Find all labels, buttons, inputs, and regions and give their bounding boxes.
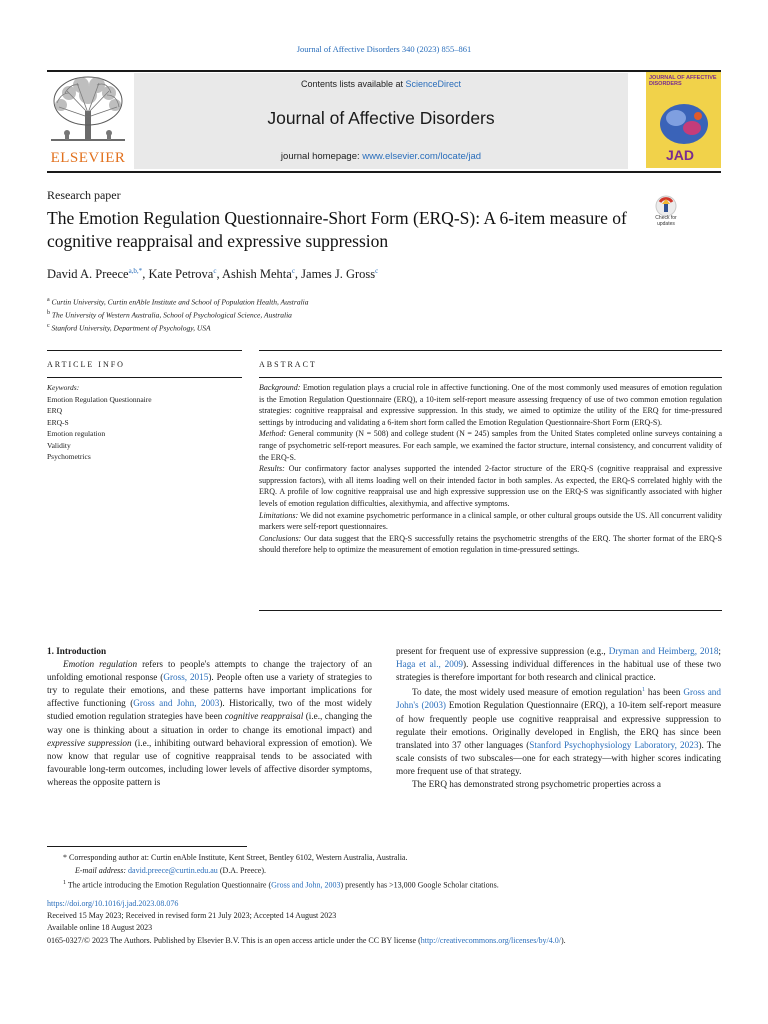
sciencedirect-link[interactable]: ScienceDirect bbox=[405, 79, 462, 89]
elsevier-tree-icon bbox=[47, 73, 129, 151]
paragraph: Emotion regulation refers to people's attempts to change the trajectory of an unfolding emotional response (Gross, 2015). People often use a variety of strategies to try to regulate their emotions, and these patterns have important implications for affective functioning (Gross and John, 2003). Historically, two of the most widely studied emotion regulation strategies have been cognitive reappraisal (i.e., changing the way one is thinking about a situation in order to change its emotional impact) and expressive suppression (i.e., inhibiting outward behavioral expression of emotion). We now know that regular use of cognitive reappraisal tends to be associated with favourable long-term outcomes, including lower levels of affective disorder symptoms, whereas the opposite pattern is bbox=[47, 659, 373, 787]
citation-link[interactable]: Haga et al., 2009 bbox=[396, 659, 464, 670]
author[interactable]: David A. Preece$^{a,b,*}$ bbox=[47, 267, 143, 282]
journal-banner bbox=[134, 73, 628, 169]
citation-link[interactable]: Gross and John, 2003 bbox=[271, 880, 341, 890]
citation-link[interactable]: Stanford Psychophysiology Laboratory, 2023 bbox=[529, 739, 699, 750]
available-online: Available online 18 August 2023 bbox=[47, 923, 153, 933]
journal-name: Journal of Affective Disorders bbox=[267, 108, 495, 128]
check-for-updates-badge[interactable] bbox=[648, 194, 684, 230]
homepage-link[interactable]: www.elsevier.com/locate/jad bbox=[362, 151, 482, 162]
doi-link[interactable]: https://doi.org/10.1016/j.jad.2023.08.076 bbox=[47, 899, 179, 908]
citation-link[interactable]: Gross, 2015 bbox=[163, 672, 209, 683]
cover-logo-text: JAD bbox=[666, 147, 695, 163]
section-heading: 1. Introduction bbox=[47, 646, 107, 656]
journal-cover-thumbnail[interactable] bbox=[646, 72, 721, 168]
abstract-results: Results: Our confirmatory factor analyses supported the intended 2-factor structure of the ERQ-S (cognitive reappraisal and expressive suppression factors), with all items loading well on their intended factor in both samples. As expected, the ERQ-S correlated highly with the ERQ. A profile of low cognitive reappraisal use and high expressive suppression use on the ERQ-S was significantly associated with higher levels of emotion regulation difficulties, alexithymia, and affective symptoms. bbox=[259, 464, 722, 508]
cover-brain-icon bbox=[646, 72, 721, 168]
article-info-heading: ARTICLE INFO bbox=[47, 360, 125, 369]
author[interactable]: James J. Gross$^c$ bbox=[301, 267, 379, 282]
keyword: Psychometrics bbox=[47, 452, 91, 461]
keyword: ERQ-S bbox=[47, 417, 69, 427]
divider bbox=[259, 610, 722, 611]
affiliation: $^a$ Curtin University, Curtin enAble Institute and School of Population Health, Australia bbox=[47, 297, 309, 307]
elsevier-logo[interactable] bbox=[47, 73, 129, 169]
article-title: The Emotion Regulation Questionnaire-Short Form (ERQ-S): A 6-item measure of cognitive reappraisal and expressive suppression bbox=[47, 208, 627, 251]
body-column-right bbox=[396, 645, 721, 791]
received-dates: Received 15 May 2023; Received in revised form 21 July 2023; Accepted 14 August 2023 bbox=[47, 911, 337, 921]
affiliations bbox=[47, 295, 647, 334]
footnotes bbox=[47, 852, 727, 892]
keywords-label: Keywords: bbox=[47, 383, 80, 392]
paragraph: To date, the most widely used measure of emotion regulation$^1$ has been Gross and John's (2003) Emotion Regulation Questionnaire (ERQ), a 10-item self-report measure of how frequently people use cognitive reappraisal and expressive suppression to regulate their emotions. Originally developed in English, the ERQ has since been translated into 37 other languages (Stanford Psychophysiology Laboratory, 2023). The scale consists of two subscales—one for each strategy—with higher scores indicating more frequent use of that strategy. bbox=[396, 687, 721, 776]
body-column-left bbox=[47, 645, 372, 789]
abstract-method: Method: General community (N = 508) and college student (N = 245) samples from the United States completed online surveys containing a range of psychometric self-report measures. For each sample, we examined the factor structure, internal consistency, and concurrent validity of the ERQ-S. bbox=[259, 429, 722, 462]
author-list: David A. Preece$^{a,b,*}$, Kate Petrova$^c$, Ashish Mehta$^c$, James J. Gross$^c$ bbox=[47, 267, 379, 282]
footnote-1: $^1$ The article introducing the Emotion Regulation Questionnaire (Gross and John, 2003) presently has >13,000 Google Scholar citations. bbox=[63, 880, 499, 890]
divider bbox=[259, 350, 722, 351]
paragraph: present for frequent use of expressive suppression (e.g., Dryman and Heimberg, 2018; Haga et al., 2009). Assessing individual differences in the habitual use of these two strategies is therefore important for both research and clinical practice. bbox=[396, 646, 721, 683]
article-metadata bbox=[47, 898, 727, 947]
abstract-heading: ABSTRACT bbox=[259, 360, 317, 369]
keyword: Emotion Regulation Questionnaire bbox=[47, 394, 152, 404]
check-updates-label: Check for updates bbox=[655, 215, 677, 227]
citation-link[interactable]: Gross and John, 2003 bbox=[133, 698, 220, 709]
keyword: Validity bbox=[47, 440, 71, 450]
author[interactable]: Ashish Mehta$^c$ bbox=[222, 267, 295, 282]
affiliation: $^c$ Stanford University, Department of Psychology, USA bbox=[47, 323, 211, 333]
masthead-bottom-rule bbox=[47, 171, 721, 173]
elsevier-wordmark: ELSEVIER bbox=[50, 150, 126, 166]
abstract-conclusions: Conclusions: Our data suggest that the ERQ-S successfully retains the psychometric strengths of the ERQ. The shorter format of the ERQ-S should therefore help to optimize the measurement of emotion regulation in time-pressured settings. bbox=[259, 533, 722, 555]
footnote-link[interactable]: 1 bbox=[642, 687, 645, 694]
keyword: Emotion regulation bbox=[47, 429, 106, 438]
citation-link[interactable]: Gross and John's (2003) bbox=[396, 687, 721, 711]
cover-title: JOURNAL OF AFFECTIVE DISORDERS bbox=[649, 75, 717, 87]
paragraph: The ERQ has demonstrated strong psychometric properties across a bbox=[412, 779, 662, 789]
abstract-body bbox=[259, 382, 722, 556]
journal-homepage: journal homepage: www.elsevier.com/locate/jad bbox=[280, 151, 482, 162]
abstract-background: Background: Emotion regulation plays a crucial role in affective functioning. One of the most commonly used measures of emotion regulation is the Emotion Regulation Questionnaire (ERQ), a 10-item self-report measure assessing frequency of use of two common emotion regulation strategies: cognitive reappraisal and expressive suppression. In this study, we aimed to optimize the utility of the ERQ for time-pressured settings by introducing and validating a 6-item short form called the Emotion Regulation Questionnaire-Short Form (ERQ-S). bbox=[259, 383, 722, 427]
footnote-rule bbox=[47, 846, 247, 847]
license-link[interactable]: http://creativecommons.org/licenses/by/4.0/ bbox=[420, 935, 562, 945]
email-link[interactable]: david.preece@curtin.edu.au bbox=[128, 865, 218, 875]
license-line: 0165-0327/© 2023 The Authors. Published by Elsevier B.V. This is an open access article under the CC BY license (http://creativecommons.org/licenses/by/4.0/). bbox=[47, 935, 566, 945]
running-head[interactable]: Journal of Affective Disorders 340 (2023) 855–861 bbox=[296, 44, 472, 54]
masthead-top-rule bbox=[47, 70, 721, 72]
email-note: E-mail address: david.preece@curtin.edu.au (D.A. Preece). bbox=[75, 865, 267, 875]
affiliation: $^b$ The University of Western Australia, School of Psychological Science, Australia bbox=[47, 310, 292, 320]
keyword: ERQ bbox=[47, 406, 62, 415]
author[interactable]: Kate Petrova$^c$ bbox=[148, 267, 217, 282]
abstract-limitations: Limitations: We did not examine psychometric performance in a clinical sample, or other cultural groups outside the US. All concurrent validity markers were self-report questionnaires. bbox=[259, 510, 722, 532]
citation-link[interactable]: Dryman and Heimberg, 2018 bbox=[608, 646, 719, 656]
divider bbox=[47, 350, 242, 351]
contents-line: Contents lists available at ScienceDirect bbox=[300, 79, 462, 89]
paper-type: Research paper bbox=[47, 188, 121, 202]
divider bbox=[47, 377, 242, 378]
keywords-list bbox=[47, 382, 242, 463]
divider bbox=[259, 377, 722, 378]
corresponding-author-note: * Corresponding author at: Curtin enAble Institute, Kent Street, Bentley 6102, Western Australia, Australia. bbox=[63, 853, 408, 862]
